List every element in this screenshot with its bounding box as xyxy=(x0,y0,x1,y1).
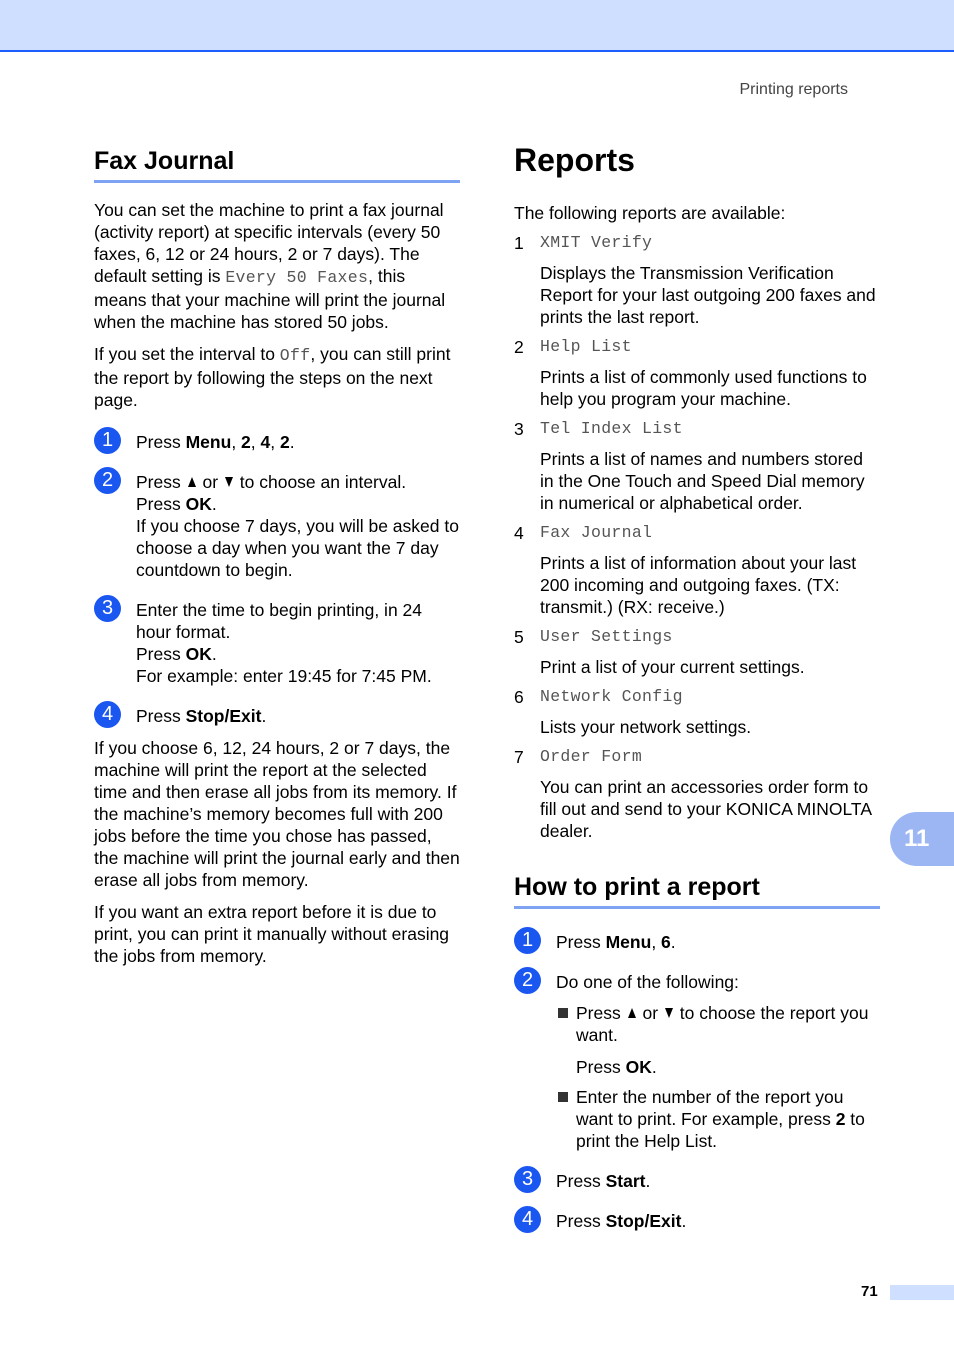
report-item: 4 Fax Journal Prints a list of information about your last 200 incoming and outgoing faxes. (TX: transmit.) (RX: receive.) xyxy=(514,522,880,618)
report-description: Print a list of your current settings. xyxy=(540,657,805,677)
running-header: Printing reports xyxy=(739,81,848,98)
step-number-badge: 3 xyxy=(514,1166,541,1193)
chapter-tab: 11 xyxy=(890,812,954,866)
step-number-badge: 2 xyxy=(94,467,121,494)
report-item: 5 User Settings Print a list of your current settings. xyxy=(514,626,880,678)
bullet-square-icon xyxy=(558,1092,568,1102)
step-number-badge: 3 xyxy=(94,595,121,622)
top-header-band xyxy=(0,0,954,52)
fax-step-3: 3 Enter the time to begin printing, in 24 hour format. Press OK. For example: enter 19:45 for 7:45 PM. xyxy=(94,599,460,687)
fax-journal-paragraph-4: If you want an extra report before it is due to print, you can print it manually without erasing the jobs from memory. xyxy=(94,902,450,966)
option-bullet-2: Enter the number of the report you want to print. For example, press 2 to print the Help List. xyxy=(556,1086,880,1152)
step-number-badge: 1 xyxy=(514,927,541,954)
report-description: Lists your network settings. xyxy=(540,717,752,737)
report-item: 2 Help List Prints a list of commonly used functions to help you program your machine. xyxy=(514,336,880,410)
step-number-badge: 4 xyxy=(94,701,121,728)
report-code: User Settings xyxy=(540,627,673,646)
fax-journal-paragraph-2: If you set the interval to Off, you can still print the report by following the steps on the next page. xyxy=(94,344,451,410)
print-step-1: 1 Press Menu, 6. xyxy=(514,931,880,953)
fax-step-4: 4 Press Stop/Exit. xyxy=(94,705,460,727)
report-code: Help List xyxy=(540,337,632,356)
report-code: XMIT Verify xyxy=(540,233,653,252)
step-number-badge: 2 xyxy=(514,967,541,994)
fax-step-2: 2 Press or to choose an interval. Press OK. If you choose 7 days, you will be asked to choose a day when you want the 7 day countdown to begin. xyxy=(94,471,460,581)
report-code: Order Form xyxy=(540,747,643,766)
print-step-2: 2 Do one of the following: Press or to choose the report you want. Press OK. Enter the number of the report you want to print. For example, press 2 to print the Help List. xyxy=(514,971,880,1152)
report-description: Prints a list of names and numbers stored in the One Touch and Speed Dial memory in numerical or alphabetical order. xyxy=(540,449,865,513)
down-arrow-icon xyxy=(665,1008,673,1018)
how-to-print-heading: How to print a report xyxy=(514,872,880,909)
print-step-4: 4 Press Stop/Exit. xyxy=(514,1210,880,1232)
report-description: You can print an accessories order form to fill out and send to your KONICA MINOLTA dealer. xyxy=(540,777,872,841)
report-item: 1 XMIT Verify Displays the Transmission Verification Report for your last outgoing 200 faxes and prints the last report. xyxy=(514,232,880,328)
page-number: 71 xyxy=(861,1283,878,1300)
report-item: 3 Tel Index List Prints a list of names and numbers stored in the One Touch and Speed Dial memory in numerical or alphabetical order. xyxy=(514,418,880,514)
footer-bar xyxy=(890,1285,954,1300)
down-arrow-icon xyxy=(225,477,233,487)
fax-step-1: 1 Press Menu, 2, 4, 2. xyxy=(94,431,460,453)
reports-intro: The following reports are available: xyxy=(514,203,786,223)
report-code: Tel Index List xyxy=(540,419,683,438)
right-column xyxy=(514,140,880,1250)
up-arrow-icon xyxy=(188,477,196,487)
fax-journal-paragraph-1: You can set the machine to print a fax journal (activity report) at specific intervals (every 50 faxes, 6, 12 or 24 hours, 2 or 7 days). The default setting is Every 50 Faxes, this means that your machine will print the journal when the machine has stored 50 jobs. xyxy=(94,200,446,332)
fax-journal-heading: Fax Journal xyxy=(94,146,460,183)
report-item: 7 Order Form You can print an accessories order form to fill out and send to your KONICA MINOLTA dealer. xyxy=(514,746,880,842)
print-step-3: 3 Press Start. xyxy=(514,1170,880,1192)
report-description: Displays the Transmission Verification Report for your last outgoing 200 faxes and prints the last report. xyxy=(540,263,876,327)
step-number-badge: 4 xyxy=(514,1206,541,1233)
step-number-badge: 1 xyxy=(94,427,121,454)
bullet-square-icon xyxy=(558,1008,568,1018)
report-list xyxy=(514,232,880,842)
reports-title: Reports xyxy=(514,142,635,178)
fax-journal-paragraph-3: If you choose 6, 12, 24 hours, 2 or 7 days, the machine will print the report at the selected time and then erase all jobs from its memory. If the machine’s memory becomes full with 200 jobs before the time you chose has passed, the machine will print the journal early and then erase all jobs from memory. xyxy=(94,738,460,890)
report-description: Prints a list of commonly used functions to help you program your machine. xyxy=(540,367,867,409)
report-code: Fax Journal xyxy=(540,523,653,542)
report-item: 6 Network Config Lists your network settings. xyxy=(514,686,880,738)
option-bullet-1: Press or to choose the report you want. Press OK. xyxy=(556,1002,880,1078)
left-column xyxy=(94,140,460,977)
report-description: Prints a list of information about your last 200 incoming and outgoing faxes. (TX: transmit.) (RX: receive.) xyxy=(540,553,857,617)
up-arrow-icon xyxy=(628,1008,636,1018)
report-code: Network Config xyxy=(540,687,683,706)
